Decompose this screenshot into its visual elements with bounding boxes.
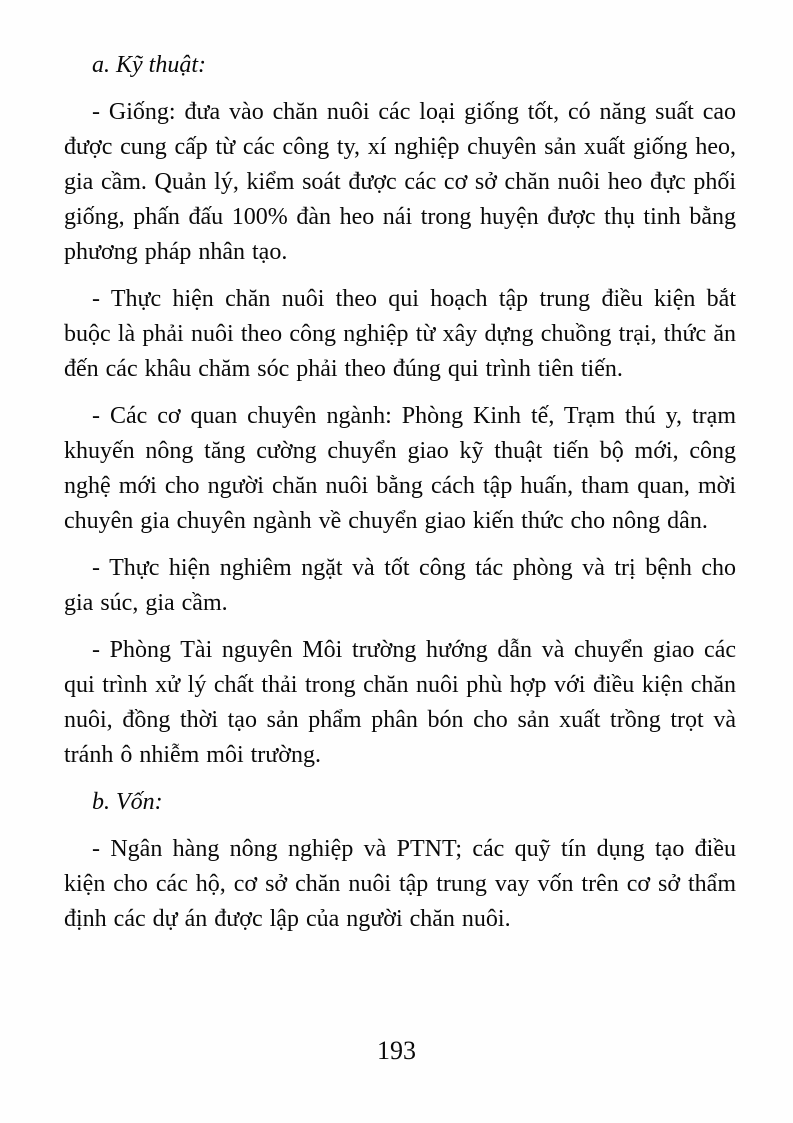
paragraph-phong-tai-nguyen-moi-truong: - Phòng Tài nguyên Môi trường hướng dẫn và chuyển giao các qui trình xử lý chất thải trong chăn nuôi phù hợp với điều kiện chăn nuôi, đồng thời tạo sản phẩm phân bón cho sản xuất trồng trọt và tránh ô nhiễm môi trường. xyxy=(64,637,736,768)
paragraph-giong: - Giống: đưa vào chăn nuôi các loại giống tốt, có năng suất cao được cung cấp từ các công ty, xí nghiệp chuyên sản xuất giống heo, gia cầm. Quản lý, kiểm soát được các cơ sở chăn nuôi heo đực phối giống, phấn đấu 100% đàn heo nái trong huyện được thụ tinh bằng phương pháp nhân tạo. xyxy=(64,99,736,265)
page-number: 193 xyxy=(377,1036,416,1065)
section-heading-ky-thuat: a. Kỹ thuật: xyxy=(92,52,206,78)
section-heading-von: b. Vốn: xyxy=(92,789,163,815)
page-body-text xyxy=(64,48,736,937)
paragraph-co-quan-chuyen-nganh: - Các cơ quan chuyên ngành: Phòng Kinh tế, Trạm thú y, trạm khuyến nông tăng cường chuyển giao kỹ thuật tiến bộ mới, công nghệ mới cho người chăn nuôi bằng cách tập huấn, tham quan, mời chuyên gia chuyên ngành về chuyển giao kiến thức cho nông dân. xyxy=(64,403,736,534)
paragraph-ngan-hang-nong-nghiep: - Ngân hàng nông nghiệp và PTNT; các quỹ tín dụng tạo điều kiện cho các hộ, cơ sở chăn nuôi tập trung vay vốn trên cơ sở thẩm định các dự án được lập của người chăn nuôi. xyxy=(64,836,736,932)
paragraph-phong-tri-benh: - Thực hiện nghiêm ngặt và tốt công tác phòng và trị bệnh cho gia súc, gia cầm. xyxy=(64,555,736,616)
paragraph-qui-hoach-tap-trung: - Thực hiện chăn nuôi theo qui hoạch tập trung điều kiện bắt buộc là phải nuôi theo công nghiệp từ xây dựng chuồng trại, thức ăn đến các khâu chăm sóc phải theo đúng qui trình tiên tiến. xyxy=(64,286,736,382)
